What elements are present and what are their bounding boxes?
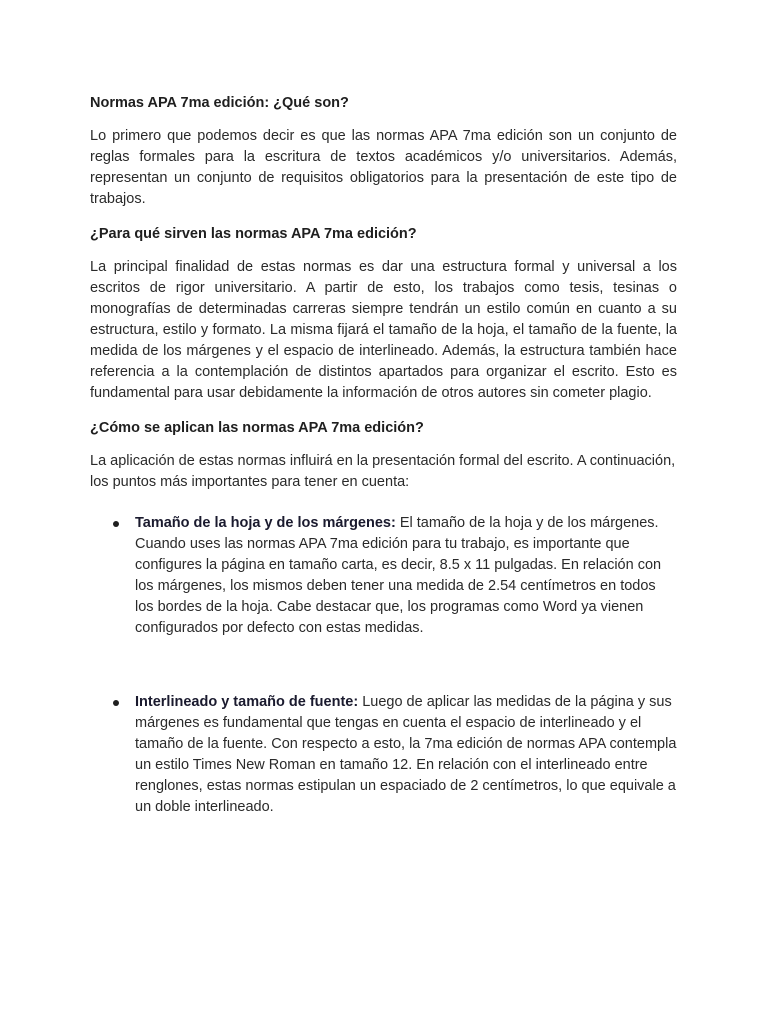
section-heading-que-son: Normas APA 7ma edición: ¿Qué son?: [90, 95, 349, 111]
list-item: [90, 513, 677, 639]
section-paragraph-que-son: Lo primero que podemos decir es que las normas APA 7ma edición son un conjunto de reglas formales para la escritura de textos académicos y/o universitarios. Además, representan un conjunto de requisitos obligatorios para la presentación de este tipo de trabajos.: [90, 128, 677, 207]
list-item-lead: Interlineado y tamaño de fuente:: [135, 694, 359, 710]
bullet-icon: [113, 521, 119, 527]
list-item-text: Luego de aplicar las medidas de la página y sus márgenes es fundamental que tengas en cuenta el espacio de interlineado y el tamaño de la fuente. Con respecto a esto, la 7ma edición de normas APA contempla un estilo Times New Roman en tamaño 12. En relación con el interlineado entre renglones, estas normas estipulan un espaciado de 2 centímetros, lo que equivale a un doble interlineado.: [135, 694, 677, 815]
bullet-icon: [113, 700, 119, 706]
section-heading-para-que-sirven: ¿Para qué sirven las normas APA 7ma edición?: [90, 226, 417, 242]
list-item: [90, 692, 677, 818]
section-paragraph-para-que-sirven: La principal finalidad de estas normas es dar una estructura formal y universal a los escritos de rigor universitario. A partir de esto, los trabajos como tesis, tesinas o monografías de determinadas carreras siempre tendrán un estilo común en cuanto a su estructura, estilo y formato. La misma fijará el tamaño de la hoja, el tamaño de la fuente, la medida de los márgenes y el espacio de interlineado. Además, la estructura también hace referencia a la contemplación de distintos apartados para organizar el escrito. Esto es fundamental para usar debidamente la información de otros autores sin cometer plagio.: [90, 259, 677, 401]
section-paragraph-como-se-aplican: La aplicación de estas normas influirá en la presentación formal del escrito. A continuación, los puntos más importantes para tener en cuenta:: [90, 453, 676, 490]
section-heading-como-se-aplican: ¿Cómo se aplican las normas APA 7ma edición?: [90, 420, 424, 436]
list-item-lead: Tamaño de la hoja y de los márgenes:: [135, 515, 396, 531]
bullet-list: [90, 513, 677, 818]
list-item-text: El tamaño de la hoja y de los márgenes. Cuando uses las normas APA 7ma edición para tu trabajo, es importante que configures la página en tamaño carta, es decir, 8.5 x 11 pulgadas. En relación con los márgenes, los mismos deben tener una medida de 2.54 centímetros en todos los bordes de la hoja. Cabe destacar que, los programas como Word ya vienen configurados por defecto con estas medidas.: [135, 515, 662, 636]
document-page: [90, 93, 677, 818]
